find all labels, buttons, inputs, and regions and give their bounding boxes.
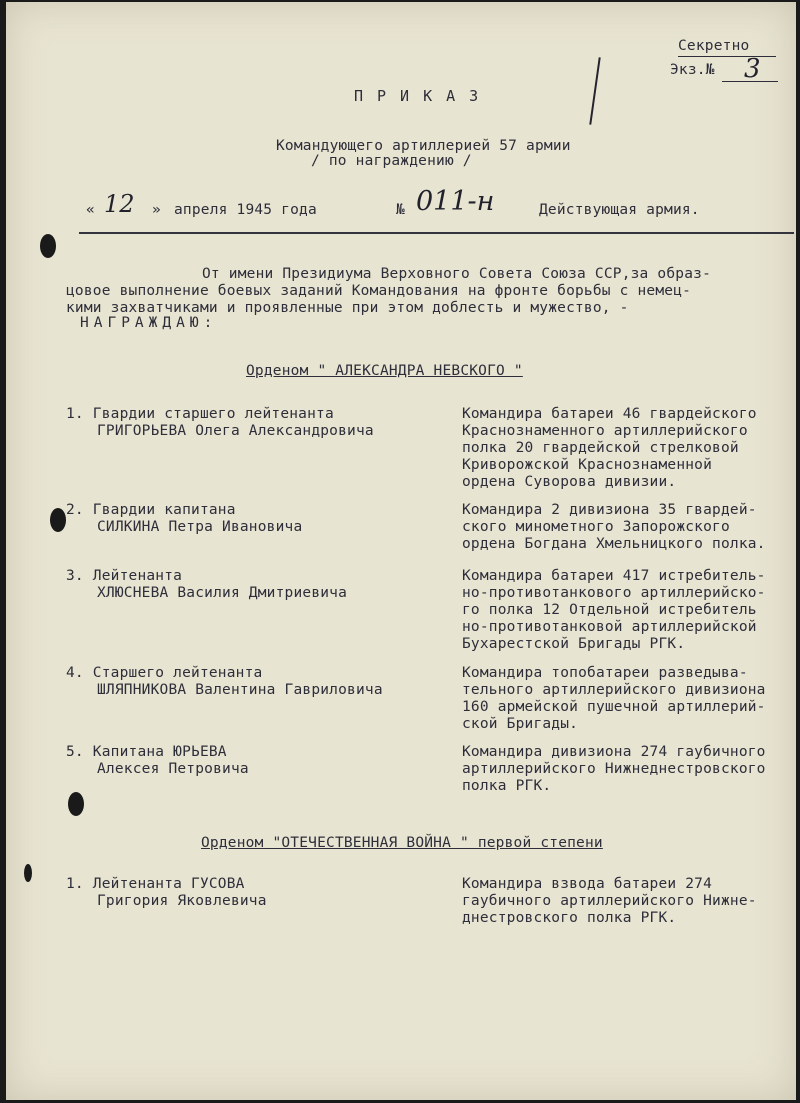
order-number-label: № <box>396 202 405 218</box>
punch-hole <box>24 864 32 882</box>
award-name: ХЛЮСНЕВА Василия Дмитриевича <box>97 585 348 601</box>
order-subtitle-1: Командующего артиллерией 57 армии <box>276 138 571 154</box>
award-desc-line: но-противотанкового артиллерийско- <box>462 585 766 601</box>
secret-underline <box>678 56 776 57</box>
award-name: Алексея Петровича <box>97 761 249 777</box>
award-desc-line: Криворожской Краснознаменной <box>462 457 713 473</box>
award-rank: 2. Гвардии капитана <box>66 502 236 518</box>
award-desc-line: ордена Суворова дивизии. <box>462 474 677 490</box>
award-name: ГРИГОРЬЕВА Олега Александровича <box>97 423 374 439</box>
award-name: СИЛКИНА Петра Ивановича <box>97 519 303 535</box>
preamble-line-2: цовое выполнение боевых заданий Командования на фронте борьбы с немец- <box>66 283 692 299</box>
document-page <box>6 2 796 1100</box>
award-rank: 4. Старшего лейтенанта <box>66 665 263 681</box>
award-desc-line: 160 армейской пушечной артиллерий- <box>462 699 766 715</box>
award-desc-line: артиллерийского Нижнеднестровского <box>462 761 766 777</box>
handwritten-stroke <box>589 57 600 125</box>
secret-stamp: Секретно <box>678 38 750 54</box>
preamble-line-1: От имени Президиума Верховного Совета Союза ССР,за образ- <box>202 266 711 282</box>
punch-hole <box>40 234 56 258</box>
punch-hole <box>50 508 66 532</box>
award-desc-line: Бухарестской Бригады РГК. <box>462 636 686 652</box>
order-title: ПРИКАЗ <box>354 87 493 105</box>
date-close-quote: » <box>152 202 161 218</box>
copy-number: 3 <box>744 54 761 84</box>
preamble-line-3: кими захватчиками и проявленные при этом доблесть и мужество, - <box>66 300 629 316</box>
army-label: Действующая армия. <box>539 202 700 218</box>
award-desc-line: Командира взвода батареи 274 <box>462 876 713 892</box>
award-desc-line: Командира 2 дивизиона 35 гвардей- <box>462 502 757 518</box>
preamble-award: НАГРАЖДАЮ: <box>80 315 218 331</box>
award-desc-line: Командира батареи 417 истребитель- <box>462 568 766 584</box>
copy-underline <box>722 81 778 82</box>
award-desc-line: ской Бригады. <box>462 716 579 732</box>
section-heading-nevsky: Орденом " АЛЕКСАНДРА НЕВСКОГО " <box>246 363 523 379</box>
award-desc-line: днестровского полка РГК. <box>462 910 677 926</box>
date-day: 12 <box>104 190 135 218</box>
award-rank: 3. Лейтенанта <box>66 568 183 584</box>
order-number: 011-н <box>416 186 495 217</box>
award-rank: 1. Гвардии старшего лейтенанта <box>66 406 334 422</box>
award-desc-line: Командира топобатареи разведыва- <box>462 665 748 681</box>
award-desc-line: полка 20 гвардейской стрелковой <box>462 440 739 456</box>
award-desc-line: но-противотанковой артиллерийской <box>462 619 757 635</box>
copy-label: Экз.№ <box>670 62 715 78</box>
award-desc-line: ордена Богдана Хмельницкого полка. <box>462 536 766 552</box>
award-desc-line: Краснознаменного артиллерийского <box>462 423 748 439</box>
award-desc-line: го полка 12 Отдельной истребитель <box>462 602 757 618</box>
date-text: апреля 1945 года <box>174 202 317 218</box>
award-desc-line: Командира дивизиона 274 гаубичного <box>462 744 766 760</box>
award-desc-line: тельного артиллерийского дивизиона <box>462 682 766 698</box>
header-rule <box>79 232 794 234</box>
punch-hole <box>68 792 84 816</box>
order-subtitle-2: / по награждению / <box>311 153 472 169</box>
award-desc-line: гаубичного артиллерийского Нижне- <box>462 893 757 909</box>
award-name: ШЛЯПНИКОВА Валентина Гавриловича <box>97 682 383 698</box>
award-desc-line: Командира батареи 46 гвардейского <box>462 406 757 422</box>
award-desc-line: полка РГК. <box>462 778 552 794</box>
section-heading-patriotic-war: Орденом "ОТЕЧЕСТВЕННАЯ ВОЙНА " первой степени <box>201 835 603 851</box>
award-rank: 5. Капитана ЮРЬЕВА <box>66 744 227 760</box>
date-open-quote: « <box>86 202 95 218</box>
award-desc-line: ского минометного Запорожского <box>462 519 730 535</box>
award-rank: 1. Лейтенанта ГУСОВА <box>66 876 245 892</box>
award-name: Григория Яковлевича <box>97 893 267 909</box>
